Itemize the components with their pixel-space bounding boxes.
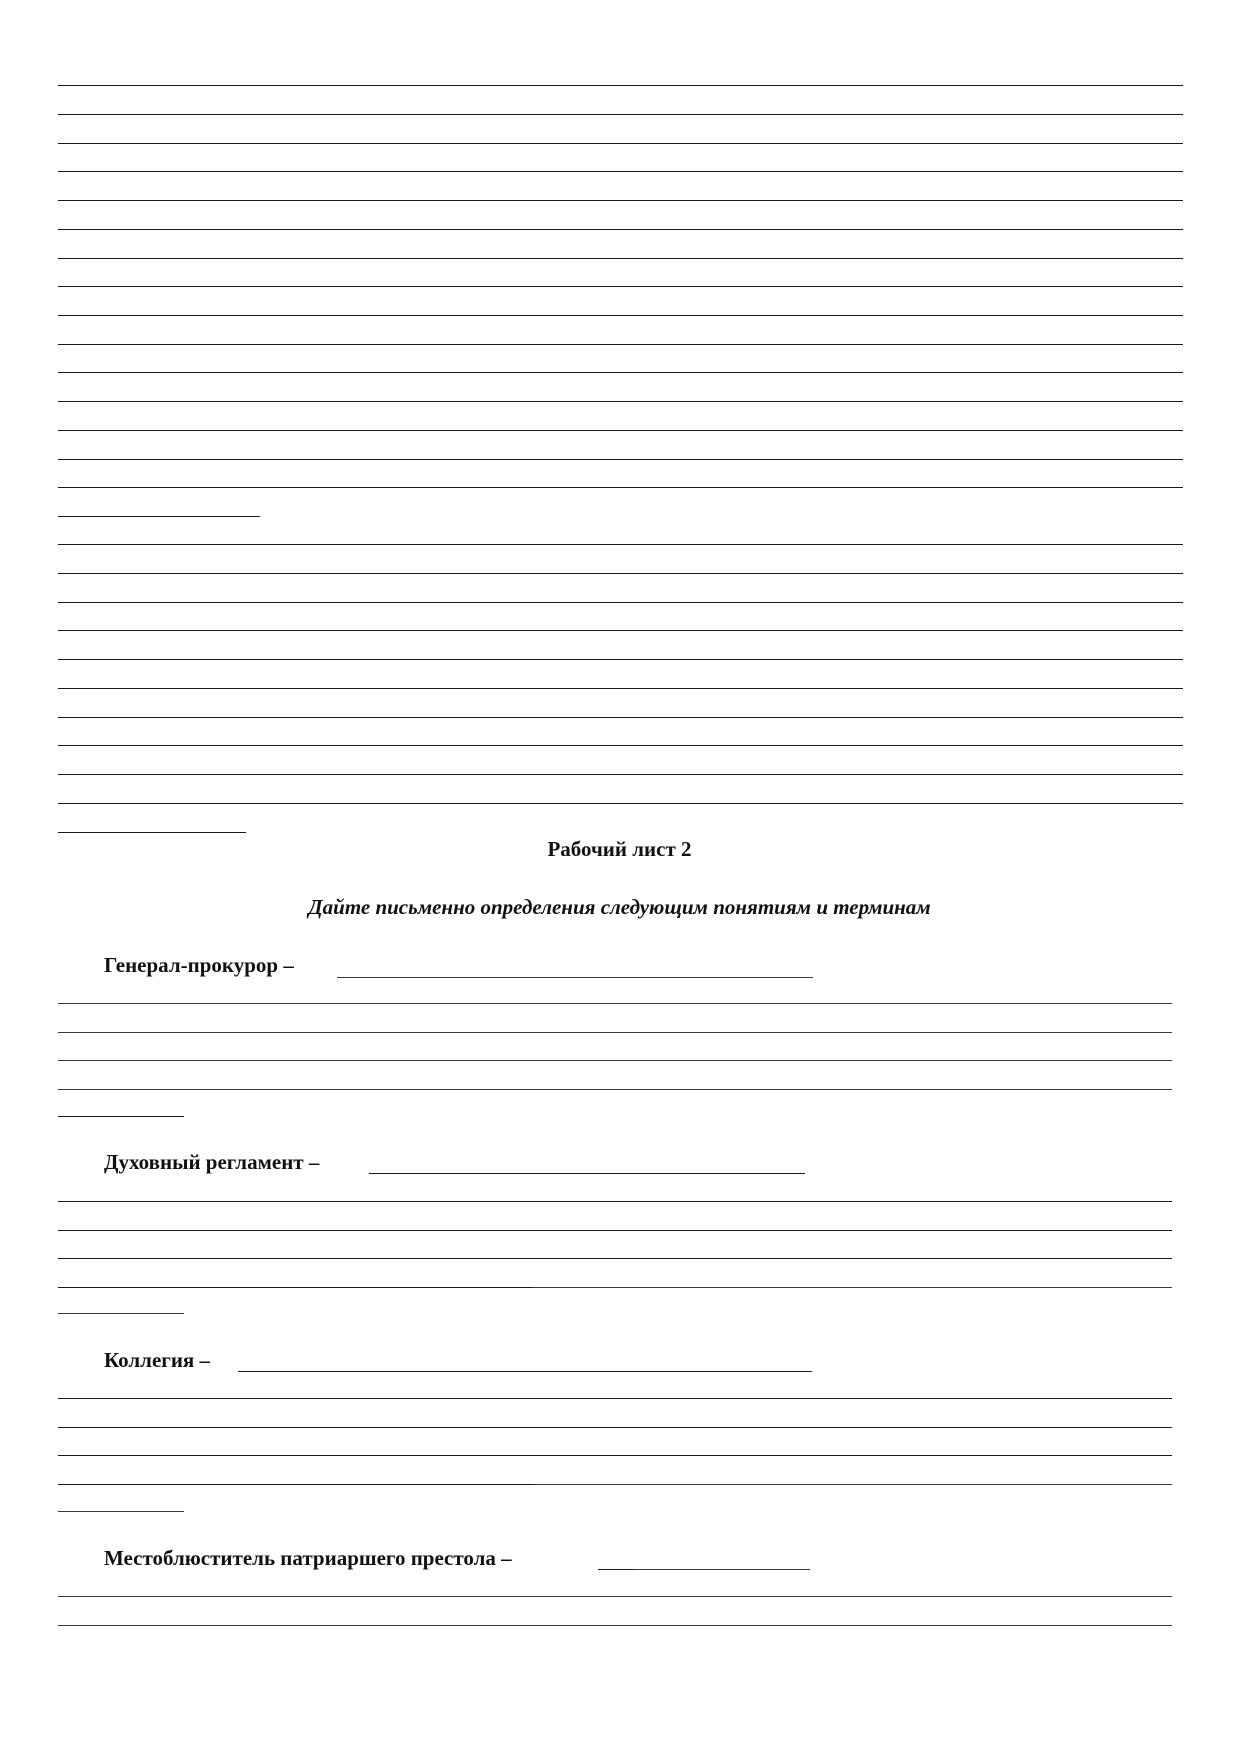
answer-line[interactable] (58, 1596, 1172, 1597)
answer-line[interactable] (58, 745, 1183, 746)
answer-line[interactable] (58, 1230, 1172, 1231)
answer-line[interactable] (58, 1003, 1172, 1004)
answer-line[interactable] (58, 143, 1183, 144)
answer-line[interactable] (58, 688, 1183, 689)
term-inline-line[interactable] (337, 977, 813, 978)
answer-line[interactable] (58, 544, 1183, 545)
answer-line-half[interactable] (58, 1484, 534, 1485)
answer-line[interactable] (58, 1398, 1172, 1399)
answer-line-short[interactable] (58, 516, 260, 517)
term-inline-line[interactable] (598, 1569, 634, 1570)
answer-line[interactable] (58, 717, 1183, 718)
answer-line-half[interactable] (58, 1287, 532, 1288)
answer-line[interactable] (58, 85, 1183, 86)
answer-line[interactable] (58, 1258, 1172, 1259)
answer-line[interactable] (58, 344, 1183, 345)
answer-line[interactable] (58, 114, 1183, 115)
worksheet-title: Рабочий лист 2 (547, 837, 692, 861)
answer-line[interactable] (58, 401, 1183, 402)
answer-line[interactable] (58, 487, 1183, 488)
answer-line-rest[interactable] (534, 1484, 1172, 1485)
answer-line-short[interactable] (58, 832, 246, 833)
term-label: Генерал-прокурор – (104, 953, 294, 977)
term-inline-line[interactable] (238, 1371, 812, 1372)
term-inline-line[interactable] (369, 1173, 805, 1174)
answer-line[interactable] (58, 1089, 1172, 1090)
answer-line[interactable] (58, 459, 1183, 460)
answer-line[interactable] (58, 803, 1183, 804)
answer-line[interactable] (58, 630, 1183, 631)
answer-line[interactable] (58, 1201, 1172, 1202)
answer-line[interactable] (58, 1427, 1172, 1428)
answer-line[interactable] (58, 659, 1183, 660)
term-inline-line-rest[interactable] (634, 1569, 810, 1570)
term-label: Коллегия – (104, 1348, 211, 1372)
answer-line[interactable] (58, 774, 1183, 775)
term-label: Духовный регламент – (104, 1150, 320, 1174)
answer-line[interactable] (58, 602, 1183, 603)
answer-line[interactable] (58, 372, 1183, 373)
answer-line[interactable] (58, 229, 1183, 230)
answer-line[interactable] (58, 1060, 1172, 1061)
answer-line[interactable] (58, 315, 1183, 316)
worksheet-instruction: Дайте письменно определения следующим понятиям и терминам (308, 895, 931, 919)
term-label: Местоблюститель патриаршего престола – (104, 1546, 512, 1570)
answer-line[interactable] (58, 1455, 1172, 1456)
answer-line[interactable] (58, 1032, 1172, 1033)
answer-line[interactable] (58, 573, 1183, 574)
answer-line[interactable] (58, 171, 1183, 172)
answer-line-rest[interactable] (532, 1287, 1172, 1288)
answer-line-short[interactable] (58, 1511, 184, 1512)
answer-line[interactable] (58, 286, 1183, 287)
answer-line[interactable] (58, 430, 1183, 431)
answer-line[interactable] (58, 1625, 1172, 1626)
answer-line[interactable] (58, 258, 1183, 259)
answer-line[interactable] (58, 200, 1183, 201)
answer-line-short[interactable] (58, 1313, 184, 1314)
answer-line-short[interactable] (58, 1116, 184, 1117)
